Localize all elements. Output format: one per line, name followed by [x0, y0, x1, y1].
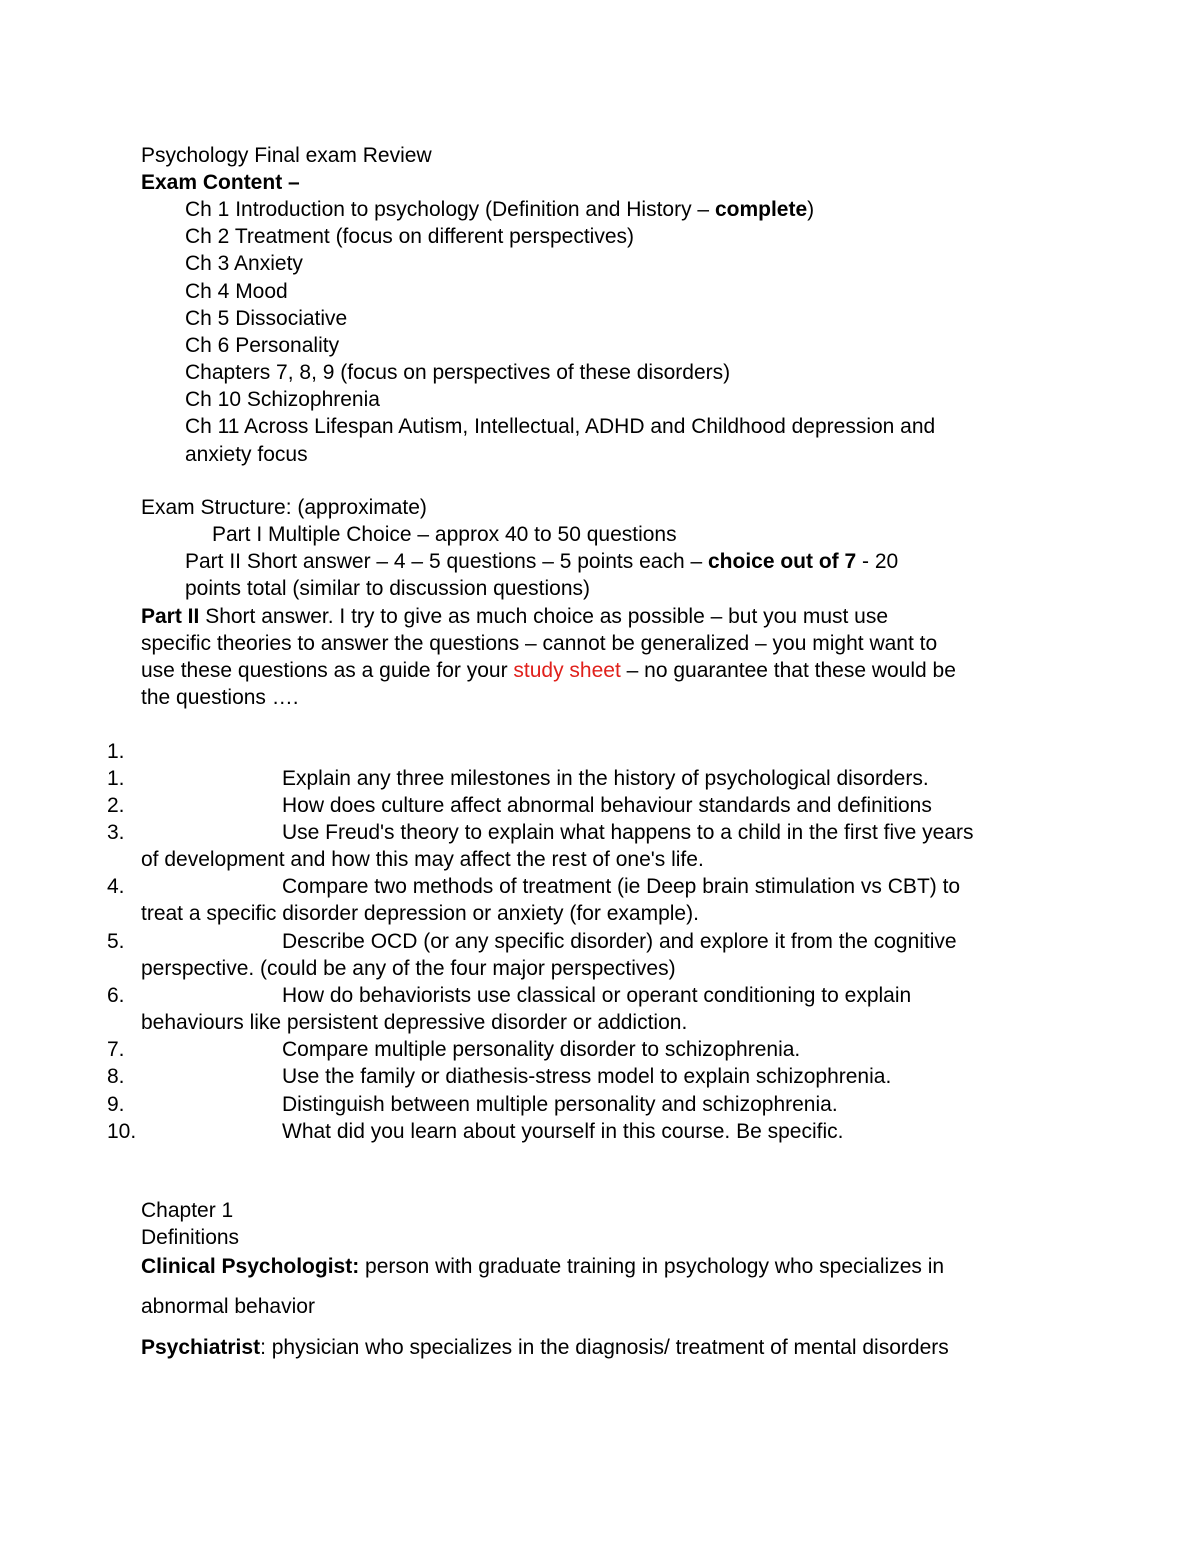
chapter-item: Ch 2 Treatment (focus on different perspectives) [185, 225, 634, 248]
short-answer-line-3 [141, 660, 956, 681]
question-number-empty: 1. [107, 740, 125, 763]
question-number: 6. [107, 984, 125, 1007]
short-answer-text-a: use these questions as a guide for your [141, 659, 514, 682]
exam-content-heading: Exam Content – [141, 171, 300, 194]
question-number: 9. [107, 1093, 125, 1116]
question-number: 8. [107, 1065, 125, 1088]
short-answer-line-1 [141, 606, 888, 627]
question-text: Describe OCD (or any specific disorder) and explore it from the cognitive [282, 930, 957, 953]
exam-structure-heading: Exam Structure: (approximate) [141, 496, 427, 519]
question-number: 10. [107, 1120, 137, 1143]
question-text: What did you learn about yourself in this course. Be specific. [282, 1120, 844, 1143]
question-number: 7. [107, 1038, 125, 1061]
question-number: 5. [107, 930, 125, 953]
chapter-item: Chapters 7, 8, 9 (focus on perspectives of these disorders) [185, 361, 731, 384]
doc-title: Psychology Final exam Review [141, 144, 432, 167]
definition-psychiatrist [141, 1337, 949, 1358]
chapter-item: Ch 6 Personality [185, 334, 340, 357]
question-text: Compare multiple personality disorder to schizophrenia. [282, 1038, 801, 1061]
short-answer-text: Short answer. I try to give as much choice as possible – but you must use [199, 605, 889, 628]
part-2-cont: points total (similar to discussion questions) [185, 577, 591, 600]
question-number: 3. [107, 821, 125, 844]
question-cont: of development and how this may affect the rest of one's life. [141, 848, 704, 871]
question-cont: treat a specific disorder depression or anxiety (for example). [141, 902, 699, 925]
question-text: Distinguish between multiple personality and schizophrenia. [282, 1093, 838, 1116]
short-answer-line-4: the questions …. [141, 686, 299, 709]
definition-term: Clinical Psychologist: [141, 1255, 360, 1278]
question-text: Use Freud's theory to explain what happens to a child in the first five years [282, 821, 974, 844]
chapter-11-line: Ch 11 Across Lifespan Autism, Intellectual, ADHD and Childhood depression and [185, 415, 936, 438]
short-answer-label: Part II [141, 605, 200, 628]
chapter-1-heading: Chapter 1 [141, 1199, 234, 1222]
chapter-1-line [185, 199, 814, 220]
question-number: 2. [107, 794, 125, 817]
question-cont: behaviours like persistent depressive disorder or addiction. [141, 1011, 688, 1034]
chapter-item: Ch 10 Schizophrenia [185, 388, 380, 411]
chapter-11-cont: anxiety focus [185, 443, 308, 466]
question-number: 1. [107, 767, 125, 790]
short-answer-text-b: – no guarantee that these would be [620, 659, 956, 682]
question-text: How do behaviorists use classical or operant conditioning to explain [282, 984, 912, 1007]
definition-text: : physician who specializes in the diagnosis/ treatment of mental disorders [260, 1336, 949, 1359]
part-1-line: Part I Multiple Choice – approx 40 to 50 questions [212, 523, 677, 546]
definition-term: Psychiatrist [141, 1336, 261, 1359]
part-2-choice: choice out of 7 [707, 550, 857, 573]
question-number: 4. [107, 875, 125, 898]
definitions-heading: Definitions [141, 1226, 240, 1249]
chapter-item: Ch 3 Anxiety [185, 252, 303, 275]
question-text: How does culture affect abnormal behaviour standards and definitions [282, 794, 932, 817]
chapter-1-complete: complete [714, 198, 808, 221]
question-text: Explain any three milestones in the history of psychological disorders. [282, 767, 929, 790]
chapter-item: Ch 5 Dissociative [185, 307, 348, 330]
chapter-1-text: Ch 1 Introduction to psychology (Definition and History – [185, 198, 715, 221]
definition-text: person with graduate training in psychology who specializes in [359, 1255, 945, 1278]
chapter-1-close: ) [807, 198, 815, 221]
question-text: Use the family or diathesis-stress model to explain schizophrenia. [282, 1065, 892, 1088]
question-text: Compare two methods of treatment (ie Deep brain stimulation vs CBT) to [282, 875, 961, 898]
part-2-text: Part II Short answer – 4 – 5 questions – 5 points each – [185, 550, 708, 573]
part-2-points: - 20 [856, 550, 899, 573]
chapter-item: Ch 4 Mood [185, 280, 288, 303]
part-2-line [185, 551, 898, 572]
study-sheet-highlight: study sheet [513, 659, 621, 682]
definition-cont: abnormal behavior [141, 1295, 315, 1318]
question-cont: perspective. (could be any of the four major perspectives) [141, 957, 676, 980]
short-answer-line-2: specific theories to answer the questions – cannot be generalized – you might want to [141, 632, 938, 655]
definition-clinical-psychologist [141, 1256, 944, 1277]
